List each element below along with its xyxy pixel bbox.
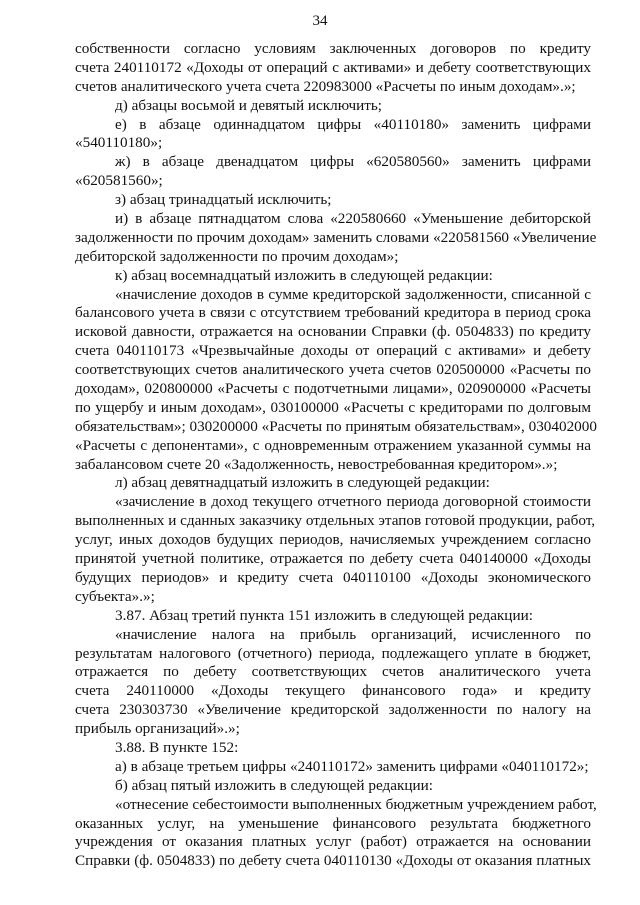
text-line: оказанных услуг, на уменьшение финансового результата бюджетного [75, 814, 591, 832]
document-body [75, 40, 597, 871]
text-line: по ущербу и иным доходам», 030100000 «Расчеты с кредиторами по долговым [75, 398, 591, 416]
text-line: счета 040110173 «Чрезвычайные доходы от операций с активами» и дебету [75, 342, 591, 360]
text-line: б) абзац пятый изложить в следующей редакции: [115, 776, 433, 794]
text-line: отражается по дебету соответствующих счетов аналитического учета [75, 663, 591, 681]
text-line: выполненных и сданных заказчику отдельных этапов готовой продукции, работ, [75, 512, 596, 530]
text-line: прибыль организаций».»; [75, 720, 240, 738]
text-line: учреждения от оказания платных услуг (работ) отражается на основании [75, 833, 591, 851]
text-line: «620581560»; [75, 172, 163, 190]
text-line: «отнесение себестоимости выполненных бюджетным учреждением работ, [115, 795, 597, 813]
text-line: «540110180»; [75, 134, 163, 152]
text-line: «Расчеты с депонентами», с одновременным отражением указанной суммы на [75, 436, 591, 454]
text-line: «начисление налога на прибыль организаций, исчисленного по [115, 625, 591, 643]
text-line: ж) в абзаце двенадцатом цифры «620580560» заменить цифрами [115, 153, 591, 171]
text-line: балансового учета в связи с отсутствием требований кредитора в период срока [75, 304, 591, 322]
text-line: исковой давности, отражается на основании Справки (ф. 0504833) по кредиту [75, 323, 591, 341]
text-line: счетов аналитического учета счета 220983000 «Расчеты по иным доходам».»; [75, 77, 576, 95]
text-line: л) абзац девятнадцатый изложить в следующей редакции: [115, 474, 490, 492]
text-line: субъекта».»; [75, 587, 155, 605]
text-line: к) абзац восемнадцатый изложить в следующей редакции: [115, 266, 493, 284]
text-line: собственности согласно условиям заключенных договоров по кредиту [75, 40, 591, 57]
text-line: счета 240110000 «Доходы текущего финансового года» и кредиту [75, 682, 591, 700]
text-line: а) в абзаце третьем цифры «240110172» заменить цифрами «040110172»; [115, 757, 589, 775]
text-line: принятой учетной политике, отражается по дебету счета 040140000 «Доходы [75, 550, 591, 568]
text-line: 3.87. Абзац третий пункта 151 изложить в следующей редакции: [115, 606, 533, 624]
text-line: задолженности по прочим доходам» заменить словами «220581560 «Увеличение [75, 228, 597, 246]
text-line: з) абзац тринадцатый исключить; [115, 191, 332, 209]
text-line: счета 240110172 «Доходы от операций с активами» и дебету соответствующих [75, 58, 591, 76]
text-line: результатам налогового (отчетного) периода, подлежащего уплате в бюджет, [75, 644, 591, 662]
text-line: обязательствам»; 030200000 «Расчеты по принятым обязательствам», 030402000 [75, 417, 597, 435]
text-line: соответствующих счетов аналитического учета счетов 020500000 «Расчеты по [75, 361, 591, 379]
text-line: е) в абзаце одиннадцатом цифры «40110180» заменить цифрами [115, 115, 591, 133]
text-line: забалансовом счете 20 «Задолженность, невостребованная кредитором».»; [75, 455, 558, 473]
text-line: 3.88. В пункте 152: [115, 738, 239, 756]
text-line: дебиторской задолженности по прочим доходам»; [75, 247, 399, 265]
text-line: услуг, иных доходов будущих периодов, начисляемых учреждением согласно [75, 531, 591, 549]
text-line: д) абзацы восьмой и девятый исключить; [115, 96, 383, 114]
text-line: доходам», 020800000 «Расчеты с подотчетными лицами», 020900000 «Расчеты [75, 380, 591, 398]
text-line: счета 230303730 «Увеличение кредиторской задолженности по налогу на [75, 701, 591, 719]
text-line: будущих периодов» и кредиту счета 040110100 «Доходы экономического [75, 568, 591, 586]
text-line: «начисление доходов в сумме кредиторской задолженности, списанной с [115, 285, 591, 303]
text-line: Справки (ф. 0504833) по дебету счета 040110130 «Доходы от оказания платных [75, 852, 591, 870]
page-number: 34 [312, 13, 328, 29]
text-line: «зачисление в доход текущего отчетного периода договорной стоимости [115, 493, 591, 511]
text-line: и) в абзаце пятнадцатом слова «220580660 «Уменьшение дебиторской [115, 210, 591, 228]
